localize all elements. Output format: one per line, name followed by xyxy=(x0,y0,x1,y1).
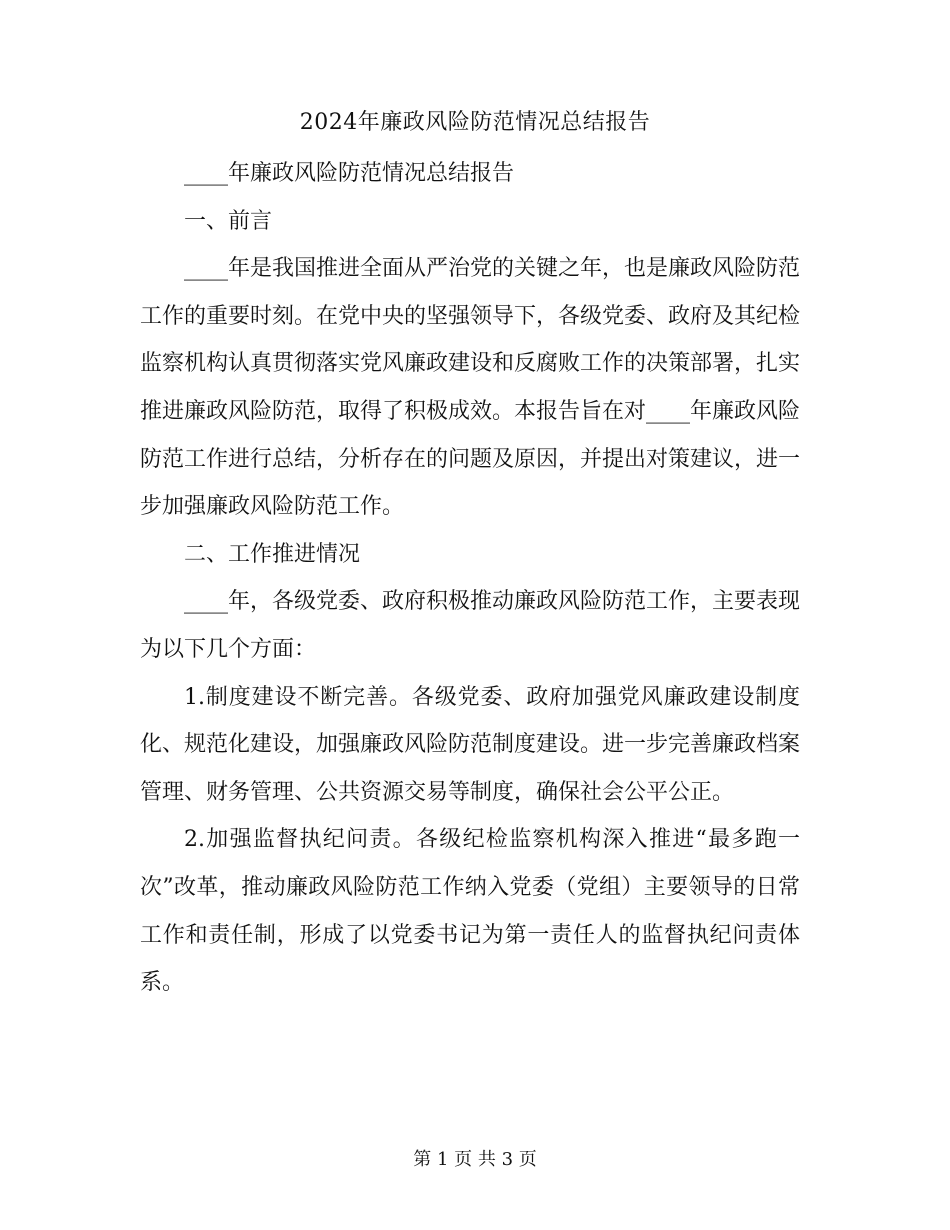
progress-intro-paragraph: ____年，各级党委、政府积极推动廉政风险防范工作，主要表现为以下几个方面： xyxy=(140,589,801,662)
section-heading-preface: 一、前言 xyxy=(184,208,273,234)
document-body xyxy=(140,150,800,1007)
item-2-paragraph: 2.加强监督执纪问责。各级纪检监察机构深入推进“最多跑一次”改革，推动廉政风险防范工作纳入党委（党组）主要领导的日常工作和责任制，形成了以党委书记为第一责任人的监督执纪问责体系。 xyxy=(140,827,800,996)
document-title: 2024年廉政风险防范情况总结报告 xyxy=(299,110,651,135)
item-1-paragraph: 1.制度建设不断完善。各级党委、政府加强党风廉政建设制度化、规范化建设，加强廉政风险防范制度建设。进一步完善廉政档案管理、财务管理、公共资源交易等制度，确保社会公平公正。 xyxy=(140,684,801,805)
preface-paragraph: ____年是我国推进全面从严治党的关键之年，也是廉政风险防范工作的重要时刻。在党中央的坚强领导下，各级党委、政府及其纪检监察机构认真贯彻落实党风廉政建设和反腐败工作的决策部署，扎实推进廉政风险防范，取得了积极成效。本报告旨在对____年廉政风险防范工作进行总结，分析存在的问题及原因，并提出对策建议，进一步加强廉政风险防范工作。 xyxy=(140,256,801,520)
subtitle-paragraph: ____年廉政风险防范情况总结报告 xyxy=(184,161,515,186)
section-heading-progress: 二、工作推进情况 xyxy=(184,541,361,567)
page-footer: 第 1 页 共 3 页 xyxy=(413,1149,537,1170)
